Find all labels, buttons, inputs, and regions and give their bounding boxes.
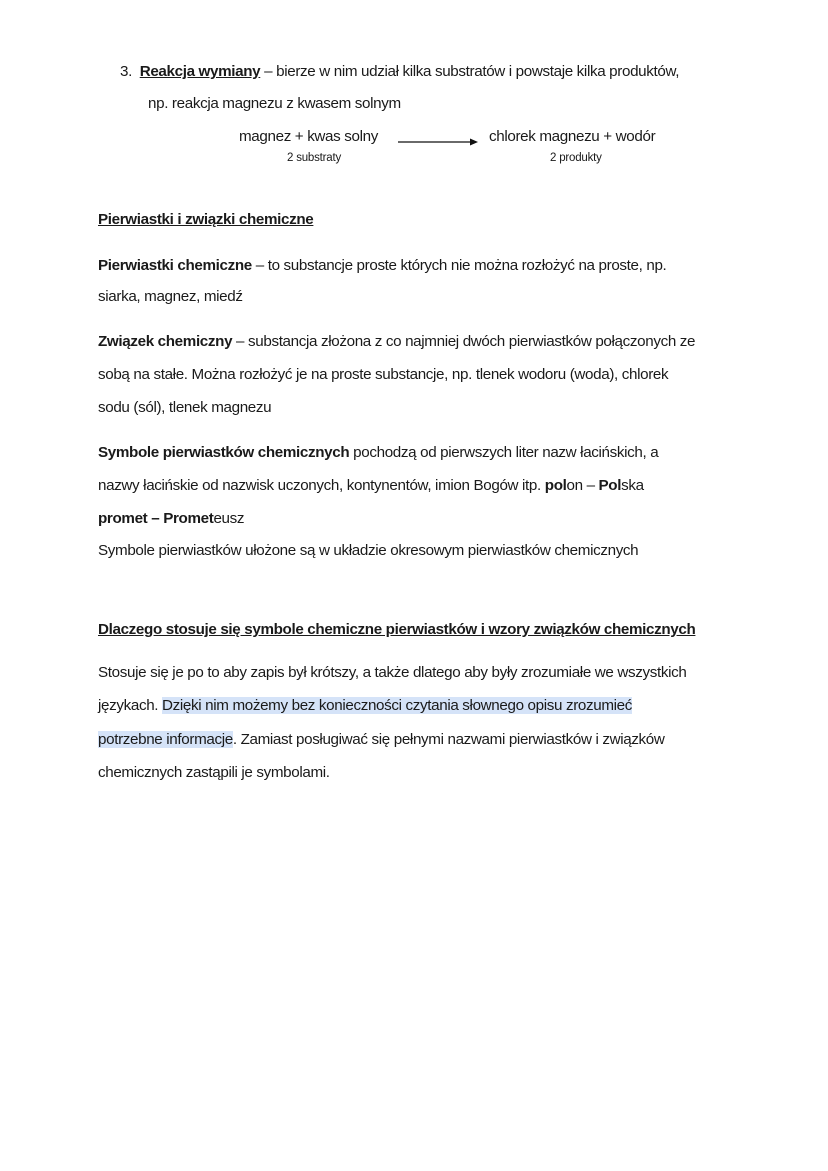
paragraph-line: Stosuje się je po to aby zapis był krótszy, a także dlatego aby były zrozumiałe we wszystkich (98, 664, 687, 681)
lhs-note: 2 substraty (287, 152, 342, 164)
term: pol (544, 477, 567, 494)
heading-text: Dlaczego stosuje się symbole chemiczne pierwiastków i wzory związków chemicznych (98, 621, 696, 638)
text: . Zamiast posługiwać się pełnymi nazwami pierwiastków i związków (232, 731, 665, 748)
equation-rhs: chlorek magnezu + wodór (489, 128, 656, 145)
paragraph-line: sobą na stałe. Można rozłożyć je na proste substancje, np. tlenek wodoru (woda), chlorek (98, 366, 669, 383)
reaction-title: Reakcja wymiany (139, 63, 261, 80)
term: promet – Promet (98, 510, 214, 527)
section-heading-symbols (98, 620, 695, 640)
highlighted-text: potrzebne informacje (98, 731, 233, 748)
heading-text: Pierwiastki i związki chemiczne (98, 211, 314, 228)
text: ska (621, 477, 644, 494)
term: Pierwiastki chemiczne (98, 257, 252, 274)
text: eusz (213, 510, 245, 527)
reaction-desc: – bierze w nim udział kilka substratów i powstaje kilka produktów, (260, 63, 680, 80)
text: – to substancje proste których nie można rozłożyć na proste, np. (251, 257, 667, 274)
paragraph-line: Symbole pierwiastków ułożone są w układzie okresowym pierwiastków chemicznych (98, 542, 639, 559)
section-heading-elements (98, 210, 313, 230)
paragraph-line: chemicznych zastąpili je symbolami. (98, 764, 330, 781)
list-number: 3. (120, 63, 132, 80)
paragraph-line: siarka, magnez, miedź (98, 288, 243, 305)
paragraph-line (98, 443, 658, 463)
text: – substancja złożona z co najmniej dwóch pierwiastków połączonych ze (232, 333, 696, 350)
rhs-note: 2 produkty (550, 152, 602, 164)
text: językach. (98, 697, 163, 714)
term: Związek chemiczny (98, 333, 233, 350)
reaction-arrow-icon (398, 137, 478, 147)
highlighted-text: Dzięki nim możemy bez konieczności czytania słownego opisu zrozumieć (162, 697, 633, 714)
text: pochodzą od pierwszych liter nazw łacińskich, a (349, 444, 659, 461)
paragraph-line (98, 332, 695, 352)
text: nazwy łacińskie od nazwisk uczonych, kontynentów, imion Bogów itp. (98, 477, 545, 494)
paragraph-line (98, 476, 644, 496)
paragraph-line (98, 509, 244, 529)
paragraph-line: sodu (sól), tlenek magnezu (98, 399, 272, 416)
text: on – (566, 477, 599, 494)
equation-lhs: magnez + kwas solny (239, 128, 378, 145)
term: Symbole pierwiastków chemicznych (98, 444, 350, 461)
term: Pol (598, 477, 622, 494)
paragraph-line (98, 730, 665, 750)
paragraph-line (98, 256, 666, 276)
reaction-line-1 (120, 62, 679, 82)
paragraph-line (98, 696, 632, 716)
reaction-example: np. reakcja magnezu z kwasem solnym (148, 95, 401, 112)
